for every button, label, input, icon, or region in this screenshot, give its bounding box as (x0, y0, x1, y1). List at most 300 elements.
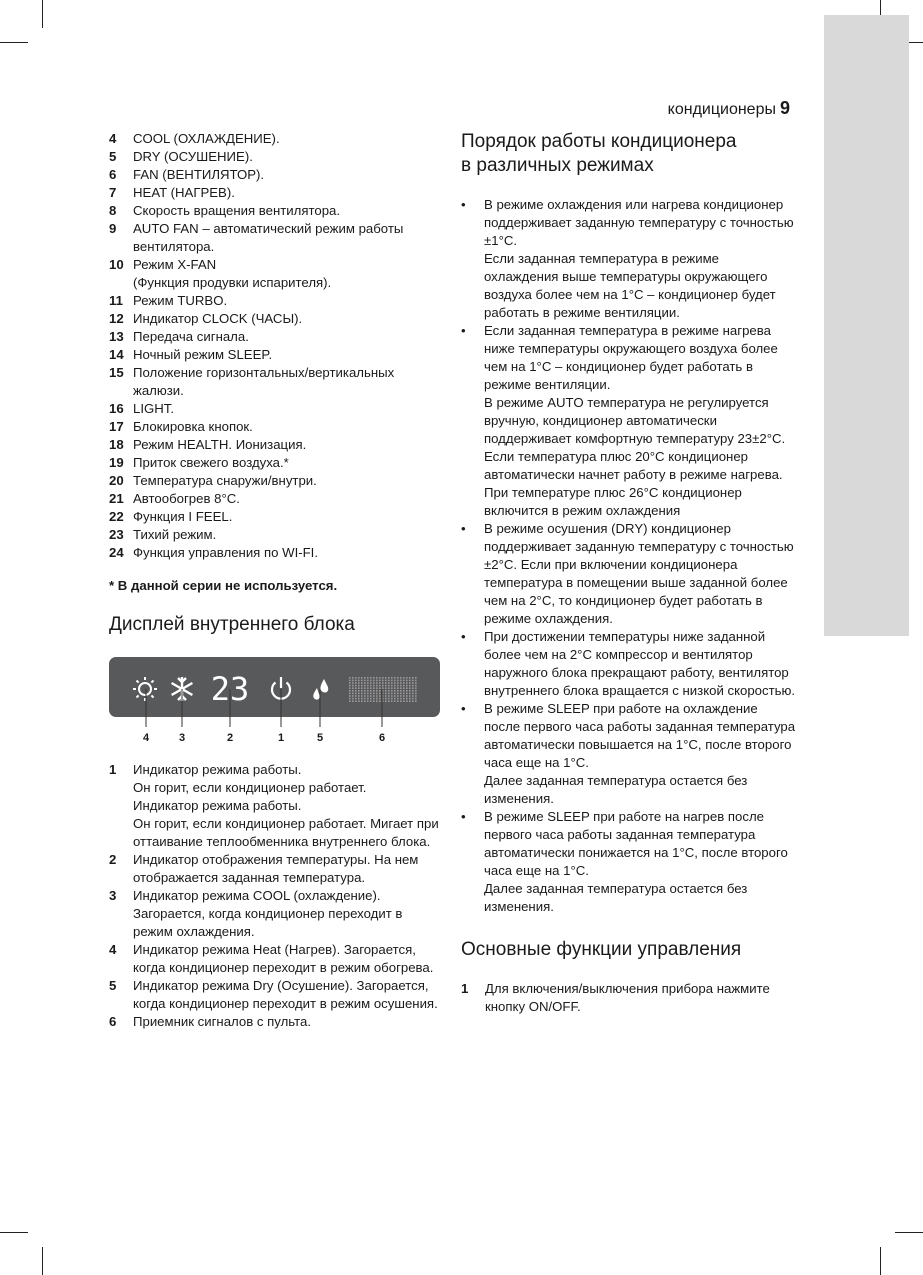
functions-list (461, 980, 796, 1016)
crop-mark (42, 1247, 43, 1275)
receiver-dot (385, 687, 387, 689)
receiver-dot (364, 687, 366, 689)
receiver-dot (391, 698, 393, 700)
item-number: 1 (461, 981, 469, 996)
functions-section-title: Основные функции управления (461, 939, 742, 960)
item-number: 13 (109, 329, 124, 344)
receiver-dot (394, 677, 396, 679)
receiver-dot (367, 700, 369, 702)
receiver-dot (382, 685, 384, 687)
receiver-dot (397, 687, 399, 689)
item-text: Режим X-FAN (133, 257, 217, 272)
item-number: 11 (109, 293, 123, 308)
receiver-dot (397, 695, 399, 697)
list-item (109, 310, 444, 328)
receiver-dot (349, 677, 351, 679)
receiver-dot (409, 682, 411, 684)
receiver-dot (388, 687, 390, 689)
receiver-dot (403, 680, 405, 682)
item-text: Для включения/выключения прибора нажмите кнопку ON/OFF. (485, 981, 770, 1014)
item-text: Индикатор режима Dry (Осушение). Загорается, когда кондиционер переходит в режим осушения. (133, 978, 438, 1011)
receiver-dot (355, 682, 357, 684)
item-text: COOL (ОХЛАЖДЕНИЕ). (133, 131, 280, 146)
receiver-dot (358, 680, 360, 682)
receiver-dot (367, 690, 369, 692)
footnote: * В данной серии не используется. (109, 578, 338, 593)
receiver-dot (364, 690, 366, 692)
receiver-dot (385, 690, 387, 692)
receiver-dot (349, 693, 351, 695)
receiver-dot (388, 690, 390, 692)
receiver-dot (412, 690, 414, 692)
list-item (109, 148, 444, 166)
receiver-dot (364, 680, 366, 682)
receiver-dot (397, 700, 399, 702)
receiver-dot (376, 680, 378, 682)
item-number: 24 (109, 545, 124, 560)
item-text: Индикатор отображения температуры. На нем отображается заданная температура. (133, 852, 419, 885)
receiver-dot (355, 700, 357, 702)
receiver-dot (382, 677, 384, 679)
receiver-dot (400, 698, 402, 700)
receiver-dot (388, 685, 390, 687)
callout-label: 3 (178, 732, 186, 744)
receiver-dot (409, 690, 411, 692)
receiver-dot (355, 680, 357, 682)
item-number: 6 (109, 167, 117, 182)
receiver-dot (367, 685, 369, 687)
remote-buttons-list (109, 130, 444, 562)
receiver-dot (376, 682, 378, 684)
receiver-dot (415, 693, 417, 695)
indoor-display-figure (109, 657, 444, 747)
receiver-dot (391, 687, 393, 689)
receiver-dot (409, 680, 411, 682)
item-text: HEAT (НАГРЕВ). (133, 185, 235, 200)
item-text: Режим TURBO. (133, 293, 228, 308)
callout-label: 6 (378, 732, 386, 744)
receiver-dot (367, 677, 369, 679)
modes-section-title (461, 130, 796, 178)
receiver-dot (379, 690, 381, 692)
running-header (590, 98, 790, 119)
receiver-dot (409, 685, 411, 687)
receiver-dot (373, 687, 375, 689)
receiver-dot (352, 693, 354, 695)
bullet-text: Далее заданная температура остается без изменения. (484, 773, 748, 806)
item-text: Индикатор режима Heat (Нагрев). Загорается, когда кондиционер переходит в режим обогрева. (133, 942, 434, 975)
list-item (461, 980, 796, 1016)
receiver-dot (400, 695, 402, 697)
item-number: 10 (109, 257, 124, 272)
callout-label: 5 (316, 732, 324, 744)
item-text: Режим HEALTH. Ионизация. (133, 437, 307, 452)
receiver-dot (349, 687, 351, 689)
bullet-text: • При достижении температуры ниже заданной более чем на 2°С компрессор и вентилятор наружного блока прекращают работу, вентилятор внутреннего блока вращается с низкой скоростью. (484, 629, 796, 698)
receiver-dot (394, 695, 396, 697)
receiver-dot (373, 700, 375, 702)
receiver-dot (406, 682, 408, 684)
receiver-dot (370, 680, 372, 682)
display-graphic (109, 657, 444, 747)
receiver-dot (391, 695, 393, 697)
receiver-dot (400, 680, 402, 682)
item-text: Индикатор режима работы. (133, 762, 302, 777)
item-number: 12 (109, 311, 124, 326)
callout-label: 2 (226, 732, 234, 744)
list-item (109, 202, 444, 220)
receiver-dot (358, 677, 360, 679)
bullet-item (461, 808, 796, 916)
display-section-title: Дисплей внутреннего блока (109, 614, 355, 635)
receiver-dot (415, 677, 417, 679)
receiver-dot (358, 695, 360, 697)
list-item (109, 887, 444, 941)
item-text: Функция I FEEL. (133, 509, 233, 524)
list-item (109, 130, 444, 148)
receiver-dot (364, 682, 366, 684)
bullet-item (461, 322, 796, 520)
receiver-dot (415, 685, 417, 687)
receiver-dot (382, 687, 384, 689)
receiver-dot (409, 698, 411, 700)
bullet-text: • Если заданная температура в режиме нагрева ниже температуры окружающего воздуха более чем на 1°С – кондиционер будет работать в режиме вентиляции. (484, 323, 778, 392)
receiver-dot (394, 700, 396, 702)
receiver-dot (412, 682, 414, 684)
receiver-dot (379, 680, 381, 682)
receiver-dot (415, 687, 417, 689)
callout-label: 1 (277, 732, 285, 744)
list-item (109, 184, 444, 202)
receiver-dot (388, 698, 390, 700)
item-text: AUTO FAN – автоматический режим работы вентилятора. (133, 221, 404, 254)
side-tab (824, 15, 909, 636)
receiver-dot (382, 680, 384, 682)
receiver-dot (364, 685, 366, 687)
receiver-dot (403, 682, 405, 684)
receiver-dot (412, 680, 414, 682)
receiver-dot (367, 693, 369, 695)
bullet-text: • В режиме SLEEP при работе на нагрев после первого часа работы заданная температура автоматически понижается на 1°С, после второго часа еще на 1°С. (484, 809, 788, 878)
receiver-dot (397, 690, 399, 692)
list-item (109, 166, 444, 184)
receiver-dot (415, 690, 417, 692)
item-number: 5 (109, 978, 117, 993)
receiver-dot (373, 698, 375, 700)
receiver-dot (376, 690, 378, 692)
bullet-text: Если заданная температура в режиме охлаждения выше температуры окружающего воздуха более чем на 1°С – кондиционер будет работать в режиме вентиляции. (484, 251, 776, 320)
receiver-dot (385, 677, 387, 679)
item-number: 4 (109, 942, 117, 957)
receiver-dot (400, 700, 402, 702)
item-text: Индикатор режима COOL (охлаждение). Загорается, когда кондиционер переходит в режим охлаждения. (133, 888, 403, 939)
item-number: 20 (109, 473, 124, 488)
receiver-dot (349, 695, 351, 697)
receiver-dot (391, 682, 393, 684)
receiver-dot (373, 677, 375, 679)
bullet-text: • В режиме осушения (DRY) кондиционер поддерживает заданную температуру с точностью ±2°С. Если при включении кондиционера температура в помещении выше заданной более чем на 2°С, то кондиционер будет работать в режиме охлаждения. (484, 521, 794, 626)
list-item (109, 472, 444, 490)
receiver-dot (376, 687, 378, 689)
receiver-dot (394, 687, 396, 689)
receiver-dot (352, 682, 354, 684)
receiver-dot (358, 693, 360, 695)
item-text: Он горит, если кондиционер работает. Мигает при оттаивание теплообменника внутреннего блока. (133, 816, 439, 849)
receiver-dot (379, 685, 381, 687)
crop-mark (0, 1232, 28, 1233)
item-number: 19 (109, 455, 124, 470)
item-text: Температура снаружи/внутри. (133, 473, 317, 488)
item-number: 16 (109, 401, 124, 416)
receiver-dot (403, 695, 405, 697)
receiver-dot (349, 685, 351, 687)
receiver-dot (382, 682, 384, 684)
receiver-dot (352, 677, 354, 679)
receiver-dot (415, 680, 417, 682)
receiver-dot (361, 695, 363, 697)
receiver-dot (376, 695, 378, 697)
item-number: 1 (109, 762, 117, 777)
receiver-dot (352, 687, 354, 689)
item-text: Положение горизонтальных/вертикальных жалюзи. (133, 365, 395, 398)
receiver-dot (379, 677, 381, 679)
receiver-dot (400, 677, 402, 679)
bullet-item (461, 520, 796, 628)
item-text: Приток свежего воздуха.* (133, 455, 289, 470)
receiver-dot (379, 700, 381, 702)
receiver-dot (409, 687, 411, 689)
receiver-dot (406, 677, 408, 679)
bullet-item (461, 628, 796, 700)
item-text: Тихий режим. (133, 527, 217, 542)
modes-title-line-1: Порядок работы кондиционера (461, 131, 737, 152)
receiver-dot (352, 680, 354, 682)
receiver-dot (361, 693, 363, 695)
list-item (109, 400, 444, 418)
receiver-dot (367, 698, 369, 700)
item-number: 8 (109, 203, 117, 218)
receiver-dot (406, 680, 408, 682)
receiver-dot (388, 695, 390, 697)
receiver-dot (415, 700, 417, 702)
receiver-dot (370, 677, 372, 679)
receiver-dot (412, 687, 414, 689)
crop-mark (880, 1247, 881, 1275)
receiver-dot (358, 687, 360, 689)
receiver-dot (361, 690, 363, 692)
receiver-dot (370, 695, 372, 697)
receiver-dot (355, 693, 357, 695)
receiver-dot (412, 700, 414, 702)
receiver-dot (397, 680, 399, 682)
bullet-text: В режиме AUTO температура не регулируется вручную, кондиционер автоматически поддерживает комфортную температуру 23±2°С. Если температура плюс 20°С кондиционер автоматически начнет работу в режиме нагрева. При температуре плюс 26°С кондиционер включится в режим охлаждения (484, 395, 786, 518)
receiver-dot (364, 700, 366, 702)
receiver-dot (397, 698, 399, 700)
receiver-dot (409, 695, 411, 697)
receiver-dot (358, 682, 360, 684)
receiver-dot (355, 685, 357, 687)
receiver-dot (370, 687, 372, 689)
receiver-dot (394, 685, 396, 687)
receiver-dot (361, 682, 363, 684)
receiver-dot (349, 698, 351, 700)
receiver-dot (394, 680, 396, 682)
receiver-dot (361, 680, 363, 682)
modes-bullet-list (461, 196, 796, 916)
receiver-dot (412, 677, 414, 679)
bullet-item (461, 700, 796, 808)
item-number: 4 (109, 131, 117, 146)
receiver-dot (391, 700, 393, 702)
receiver-dot (388, 693, 390, 695)
receiver-dot (406, 695, 408, 697)
item-text: Функция управления по WI-FI. (133, 545, 319, 560)
item-text: Он горит, если кондиционер работает. (133, 780, 367, 795)
temperature-digits: 23 (210, 670, 250, 708)
crop-mark (42, 0, 43, 28)
receiver-dot (373, 695, 375, 697)
receiver-dot (400, 685, 402, 687)
receiver-dot (361, 698, 363, 700)
receiver-dot (388, 682, 390, 684)
receiver-dot (352, 695, 354, 697)
receiver-dot (385, 698, 387, 700)
receiver-dot (391, 677, 393, 679)
receiver-dot (373, 680, 375, 682)
modes-title-line-2: в различных режимах (461, 155, 654, 176)
receiver-dot (406, 700, 408, 702)
item-number: 6 (109, 1014, 117, 1029)
receiver-dot (370, 685, 372, 687)
list-item (109, 851, 444, 887)
item-number: 17 (109, 419, 124, 434)
receiver-dot (403, 690, 405, 692)
list-item (109, 761, 444, 851)
receiver-dot (400, 687, 402, 689)
receiver-dot (409, 700, 411, 702)
receiver-dot (406, 687, 408, 689)
left-column (109, 130, 444, 1031)
list-item (109, 544, 444, 562)
receiver-dot (376, 685, 378, 687)
receiver-dot (376, 698, 378, 700)
receiver-dot (388, 700, 390, 702)
receiver-dot (385, 685, 387, 687)
receiver-dot (406, 690, 408, 692)
receiver-dot (385, 693, 387, 695)
receiver-dot (397, 677, 399, 679)
list-item (109, 941, 444, 977)
receiver-dot (415, 695, 417, 697)
list-item (109, 418, 444, 436)
receiver-dot (367, 687, 369, 689)
item-text: FAN (ВЕНТИЛЯТОР). (133, 167, 265, 182)
receiver-dot (415, 698, 417, 700)
receiver-dot (370, 698, 372, 700)
callout-label: 4 (142, 732, 150, 744)
receiver-dot (355, 690, 357, 692)
receiver-dot (349, 680, 351, 682)
item-text: LIGHT. (133, 401, 175, 416)
receiver-dot (412, 685, 414, 687)
receiver-dot (385, 700, 387, 702)
receiver-dot (364, 698, 366, 700)
signal-receiver-window (349, 677, 417, 702)
item-text: DRY (ОСУШЕНИЕ). (133, 149, 253, 164)
receiver-dot (364, 693, 366, 695)
receiver-dot (397, 682, 399, 684)
receiver-dot (370, 682, 372, 684)
bullet-text: • В режиме SLEEP при работе на охлаждение после первого часа работы заданная температура автоматически повышается на 1°С, после второго часа еще на 1°С. (484, 701, 796, 770)
list-item (109, 220, 444, 256)
receiver-dot (391, 685, 393, 687)
receiver-dot (361, 687, 363, 689)
item-number: 23 (109, 527, 124, 542)
list-item (109, 364, 444, 400)
receiver-dot (406, 685, 408, 687)
receiver-dot (403, 693, 405, 695)
receiver-dot (391, 680, 393, 682)
receiver-dot (358, 698, 360, 700)
list-item (109, 436, 444, 454)
item-text: Ночный режим SLEEP. (133, 347, 273, 362)
receiver-dot (349, 690, 351, 692)
receiver-dot (364, 677, 366, 679)
item-text: Передача сигнала. (133, 329, 249, 344)
page-number: 9 (779, 98, 790, 118)
receiver-dot (406, 698, 408, 700)
receiver-dot (412, 695, 414, 697)
receiver-dot (391, 693, 393, 695)
receiver-dot (373, 685, 375, 687)
item-text: Индикатор CLOCK (ЧАСЫ). (133, 311, 303, 326)
item-number: 22 (109, 509, 124, 524)
receiver-dot (394, 690, 396, 692)
receiver-dot (349, 682, 351, 684)
item-text: Приемник сигналов с пульта. (133, 1014, 312, 1029)
receiver-dot (379, 698, 381, 700)
receiver-dot (367, 695, 369, 697)
receiver-dot (349, 700, 351, 702)
receiver-dot (412, 698, 414, 700)
receiver-dot (409, 677, 411, 679)
item-number: 14 (109, 347, 124, 362)
list-item (109, 328, 444, 346)
receiver-dot (373, 693, 375, 695)
receiver-dot (400, 693, 402, 695)
receiver-dot (403, 700, 405, 702)
receiver-dot (376, 693, 378, 695)
bullet-text: • В режиме охлаждения или нагрева кондиционер поддерживает заданную температуру с точностью ±1°С. (484, 197, 794, 248)
receiver-dot (379, 687, 381, 689)
right-column (461, 130, 796, 1016)
item-number: 18 (109, 437, 124, 452)
list-item (109, 977, 444, 1013)
crop-mark (0, 42, 28, 43)
receiver-dot (403, 685, 405, 687)
receiver-dot (352, 700, 354, 702)
list-item (109, 454, 444, 472)
receiver-dot (376, 700, 378, 702)
dry-drops-icon (313, 679, 328, 700)
receiver-dot (388, 680, 390, 682)
receiver-dot (379, 695, 381, 697)
receiver-dot (415, 682, 417, 684)
receiver-dot (358, 690, 360, 692)
item-number: 7 (109, 185, 117, 200)
item-subtext: (Функция продувки испарителя). (133, 275, 332, 290)
receiver-dot (370, 690, 372, 692)
